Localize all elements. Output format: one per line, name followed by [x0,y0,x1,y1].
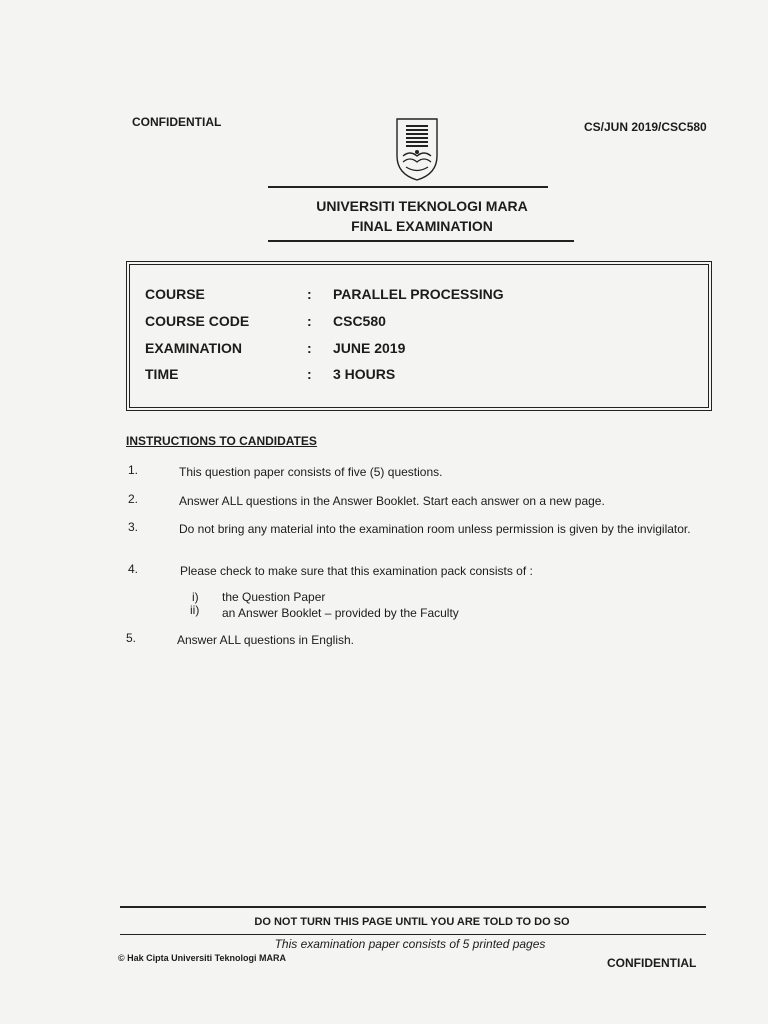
instruction-number: 1. [128,463,139,477]
printed-pages-note: This examination paper consists of 5 printed pages [274,937,546,951]
subitem-text: an Answer Booklet – provided by the Faculty [222,606,459,620]
title-bottom-rule [268,240,574,242]
instruction-text: Answer ALL questions in the Answer Booklet. Start each answer on a new page. [179,494,605,508]
uitm-crest-icon [394,116,440,182]
course-details-box [126,261,712,411]
instruction-number: 3. [128,520,139,534]
footer-top-rule [120,906,706,908]
instruction-text: Do not bring any material into the examination room unless permission is given by the invigilator. [179,522,691,536]
instruction-text: Answer ALL questions in English. [177,633,354,647]
detail-value: CSC580 [333,313,386,329]
detail-label: TIME [145,366,179,382]
instruction-text: Please check to make sure that this examination pack consists of : [180,564,533,578]
detail-separator: : [307,313,312,329]
detail-separator: : [307,340,312,356]
instruction-number: 2. [128,492,139,506]
subitem-number: i) [192,590,199,604]
header-confidential: CONFIDENTIAL [132,115,222,129]
subitem-number: ii) [190,603,200,617]
instruction-number: 5. [126,631,137,645]
detail-value: PARALLEL PROCESSING [333,286,504,302]
university-name: UNIVERSITI TEKNOLOGI MARA [316,198,528,214]
detail-separator: : [307,286,312,302]
header-course-reference: CS/JUN 2019/CSC580 [584,120,707,134]
copyright-notice: © Hak Cipta Universiti Teknologi MARA [118,953,286,963]
title-top-rule [268,186,548,188]
detail-value: 3 HOURS [333,366,396,382]
footer-bottom-rule [120,934,706,935]
do-not-turn-warning: DO NOT TURN THIS PAGE UNTIL YOU ARE TOLD TO DO SO [254,916,570,928]
instruction-number: 4. [128,562,139,576]
detail-separator: : [307,366,312,382]
detail-label: COURSE CODE [145,313,250,329]
subitem-text: the Question Paper [222,590,326,604]
instruction-text: This question paper consists of five (5) questions. [179,465,443,479]
exam-title: FINAL EXAMINATION [351,218,493,234]
detail-label: COURSE [145,286,205,302]
detail-label: EXAMINATION [145,340,242,356]
instructions-heading: INSTRUCTIONS TO CANDIDATES [126,434,317,448]
detail-value: JUNE 2019 [333,340,406,356]
footer-confidential: CONFIDENTIAL [607,956,697,970]
